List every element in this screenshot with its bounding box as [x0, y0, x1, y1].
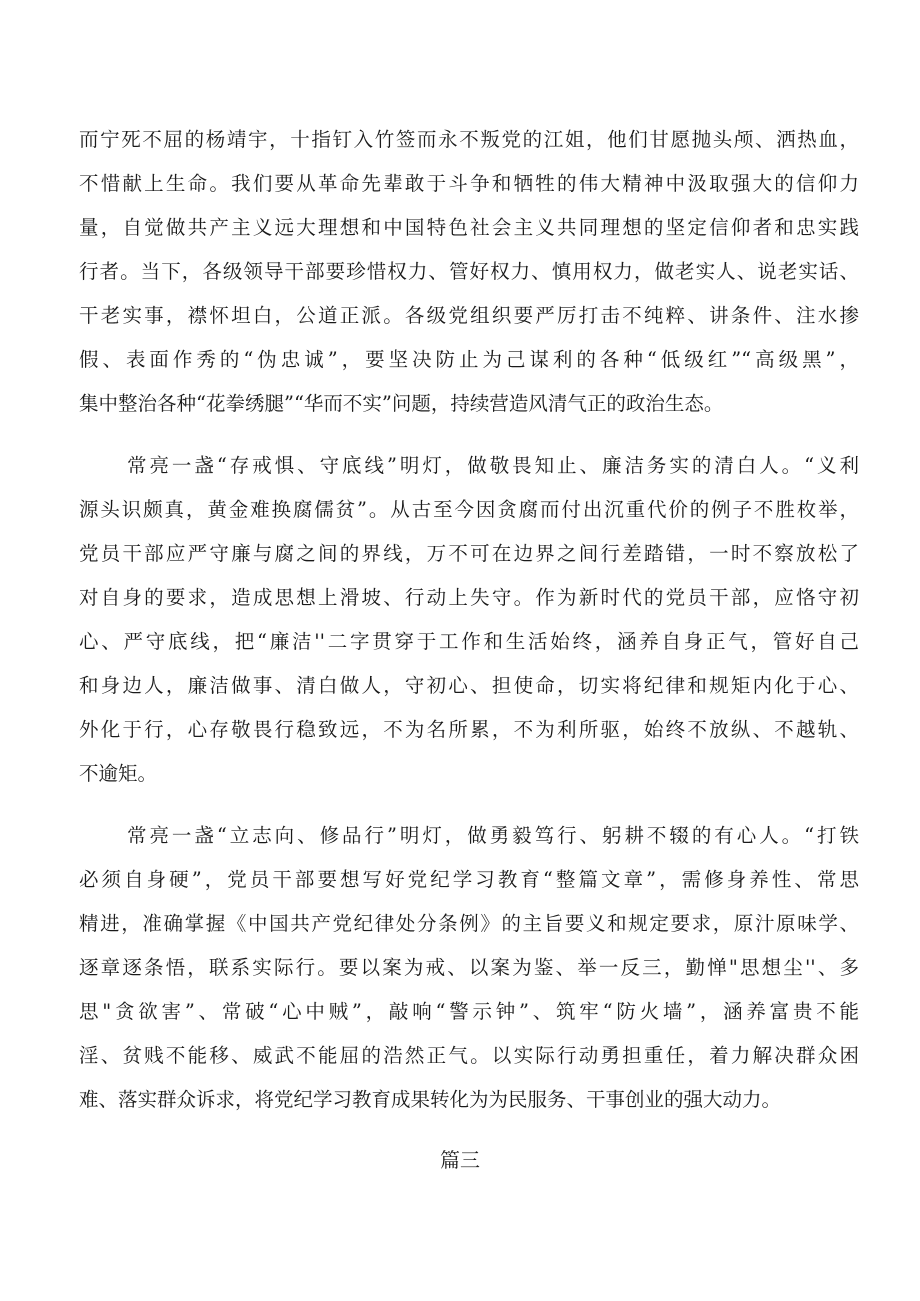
text-line: 而宁死不屈的杨靖宇，十指钉入竹签而永不叛党的江姐，他们甘愿抛头颅、洒热血，	[79, 128, 859, 151]
text-line: 常亮一盏“存戒惧、守底线”明灯，做敬畏知止、廉洁务实的清白人。“义利	[127, 454, 859, 477]
text-line: 行者。当下，各级领导干部要珍惜权力、管好权力、慎用权力，做老实人、说老实话、	[79, 260, 859, 283]
text-line: 难、落实群众诉求，将党纪学习教育成果转化为为民服务、干事创业的强大动力。	[79, 1088, 782, 1111]
text-line: 党员干部应严守廉与腐之间的界线，万不可在边界之间行差踏错，一时不察放松了	[79, 542, 859, 565]
text-line: 逐章逐条悟，联系实际行。要以案为戒、以案为鉴、举一反三，勤惮"思想尘''、多	[79, 956, 859, 979]
text-line: 量，自觉做共产主义远大理想和中国特色社会主义共同理想的坚定信仰者和忠实践	[79, 216, 859, 239]
text-line: 心、严守底线，把“廉洁''二字贯穿于工作和生活始终，涵养自身正气，管好自己	[79, 630, 859, 653]
text-line: 必须自身硬”，党员干部要想写好党纪学习教育“整篇文章”，需修身养性、常思	[79, 868, 859, 891]
text-line: 常亮一盏“立志向、修品行”明灯，做勇毅笃行、躬耕不辍的有心人。“打铁	[127, 824, 859, 847]
text-line: 外化于行，心存敬畏行稳致远，不为名所累，不为利所驱，始终不放纵、不越轨、	[79, 718, 859, 741]
text-line: 思"贪欲害”、常破“心中贼”，敲响“警示钟”、筑牢“防火墙”，涵养富贵不能	[79, 1000, 859, 1023]
text-line: 集中整治各种“花拳绣腿”“华而不实”问题，持续营造风清气正的政治生态。	[79, 392, 724, 415]
section-heading: 篇三	[440, 1148, 480, 1172]
text-line: 干老实事，襟怀坦白，公道正派。各级党组织要严厉打击不纯粹、讲条件、注水掺	[79, 304, 859, 327]
text-line: 不逾矩。	[79, 762, 158, 785]
text-line: 对自身的要求，造成思想上滑坡、行动上失守。作为新时代的党员干部，应恪守初	[79, 586, 859, 609]
text-line: 精进，准确掌握《中国共产党纪律处分条例》的主旨要义和规定要求，原汁原味学、	[79, 912, 859, 935]
text-line: 源头识颇真，黄金难换腐儒贫”。从古至今因贪腐而付出沉重代价的例子不胜枚举，	[79, 498, 859, 521]
text-line: 假、表面作秀的“伪忠诚”，要坚决防止为己谋利的各种“低级红”“高级黑”，	[79, 348, 859, 371]
text-line: 淫、贫贱不能移、威武不能屈的浩然正气。以实际行动勇担重任，着力解决群众困	[79, 1044, 859, 1067]
text-line: 和身边人，廉洁做事、清白做人，守初心、担使命，切实将纪律和规矩内化于心、	[79, 674, 859, 697]
text-line: 不惜献上生命。我们要从革命先辈敢于斗争和牺牲的伟大精神中汲取强大的信仰力	[79, 172, 859, 195]
